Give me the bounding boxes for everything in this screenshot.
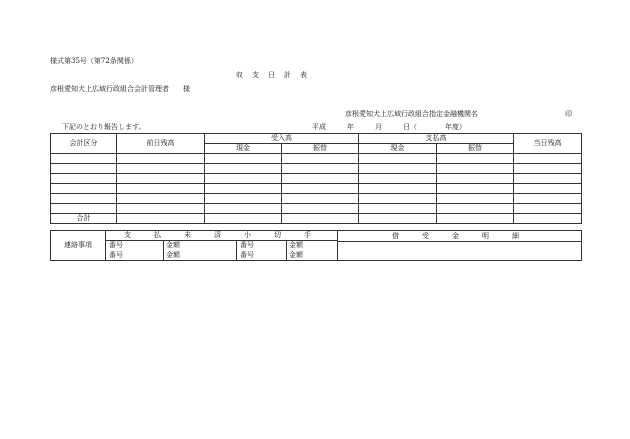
total-row <box>51 214 582 224</box>
addressee: 彦根愛知犬上広域行政組合会計管理者 様 <box>50 85 190 93</box>
check-amount-label: 金額 <box>287 251 338 261</box>
header-receipts-cash: 現金 <box>205 144 282 154</box>
deposit-detail-cell <box>338 231 582 261</box>
ledger-table <box>50 133 582 224</box>
total-label: 合計 <box>51 214 117 224</box>
report-date: 平成 年 月 日（ 年度） <box>312 123 466 131</box>
document-title: 収 支 日 計 表 <box>236 71 308 79</box>
table-row <box>51 194 582 204</box>
check-number-label: 番号 <box>106 241 164 251</box>
table-row <box>51 184 582 194</box>
form-number: 様式第35号（第72条関係） <box>50 57 138 65</box>
notes-table <box>50 230 582 261</box>
table-row <box>51 204 582 214</box>
check-amount-label: 金額 <box>164 241 237 251</box>
table-row <box>51 164 582 174</box>
check-number-label: 番号 <box>106 251 164 261</box>
table-row <box>51 154 582 164</box>
check-number-label: 番号 <box>237 251 287 261</box>
header-payments-cash: 現金 <box>359 144 437 154</box>
unpaid-checks-header: 支 払 未 済 小 切 手 <box>106 231 338 241</box>
header-receipts: 受入高 <box>205 134 359 144</box>
header-receipts-transfer: 振替 <box>282 144 359 154</box>
table-row <box>51 174 582 184</box>
check-amount-label: 金額 <box>164 251 237 261</box>
header-today-balance: 当日残高 <box>514 134 582 154</box>
check-amount-label: 金額 <box>287 241 338 251</box>
report-text: 下記のとおり報告します。 <box>62 123 146 131</box>
deposit-detail-header: 借 受 金 明 細 <box>338 231 581 242</box>
notes-label: 連絡事項 <box>51 231 106 261</box>
header-payments: 支払高 <box>359 134 514 144</box>
institution-name: 彦根愛知犬上広域行政組合指定金融機関名 <box>345 110 478 118</box>
header-payments-transfer: 振替 <box>437 144 514 154</box>
header-previous-balance: 前日残高 <box>117 134 205 154</box>
header-account: 会計区分 <box>51 134 117 154</box>
seal-mark: 印 <box>565 110 572 118</box>
check-number-label: 番号 <box>237 241 287 251</box>
